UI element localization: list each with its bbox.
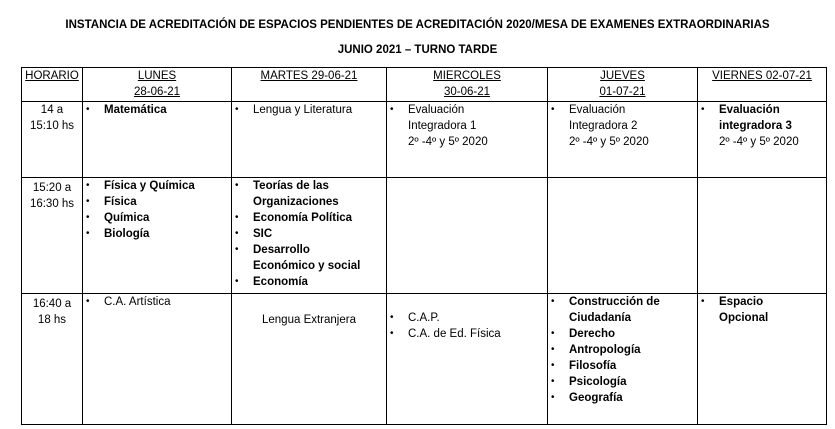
course-note: 2º -4º y 5º 2020 (569, 136, 649, 148)
subject-label: Física y Química (104, 180, 195, 192)
list-item (232, 226, 386, 242)
document-title: INSTANCIA DE ACREDITACIÓN DE ESPACIOS PENDIENTES DE ACREDITACIÓN 2020/MESA DE EXAMENES EXTRAORDINARIAS (65, 19, 770, 31)
header-lunes-date: 28-06-21 (133, 86, 181, 98)
header-lunes-day: LUNES (137, 70, 177, 82)
list-item (83, 294, 231, 310)
list-item (83, 226, 231, 242)
subject-label-cont: integradora 3 (719, 120, 792, 132)
subject-label: Lengua y Literatura (253, 104, 353, 116)
list-item (548, 326, 697, 342)
cell-martes (232, 294, 387, 425)
subject-label: Espacio (719, 296, 764, 308)
bullet-icon: • (235, 180, 239, 191)
list-item (83, 178, 231, 194)
subject-label: Matemática (104, 104, 167, 116)
course-note: 2º -4º y 5º 2020 (719, 136, 799, 148)
cell-miercoles (387, 294, 548, 425)
list-item (698, 294, 826, 326)
subject-label: Filosofía (569, 360, 617, 372)
cell-viernes (698, 102, 827, 178)
cell-miercoles-empty (387, 178, 548, 294)
time-cell (22, 102, 83, 178)
cell-viernes (698, 294, 827, 425)
bullet-icon: • (86, 296, 90, 307)
header-martes (232, 68, 387, 102)
bullet-icon: • (551, 376, 555, 387)
subject-label: Evaluación (408, 104, 465, 116)
list-item (83, 102, 231, 118)
subject-label-cont: Integradora 1 (408, 120, 477, 132)
cell-miercoles (387, 102, 548, 178)
bullet-icon: • (86, 104, 90, 115)
header-jueves-date: 01-07-21 (599, 86, 646, 98)
table-row (22, 102, 827, 178)
cell-lunes (83, 294, 232, 425)
header-viernes (698, 68, 827, 102)
bullet-icon: • (390, 328, 394, 339)
subject-label: Economía (253, 276, 308, 288)
cell-martes (232, 178, 387, 294)
subject-label: Geografía (569, 392, 623, 404)
list-item (698, 102, 826, 150)
list-item (548, 342, 697, 358)
subject-label-cont: Económico y social (253, 260, 361, 272)
document-subtitle: JUNIO 2021 – TURNO TARDE (337, 44, 498, 56)
header-jueves (548, 68, 698, 102)
subject-label: Evaluación (569, 104, 626, 116)
list-item (232, 210, 386, 226)
subject-label: Física (104, 196, 137, 208)
cell-lunes (83, 102, 232, 178)
list-item (548, 390, 697, 406)
list-item (83, 210, 231, 226)
header-miercoles (387, 68, 548, 102)
header-martes-label: MARTES 29-06-21 (260, 70, 358, 82)
bullet-icon: • (235, 104, 239, 115)
bullet-icon: • (86, 212, 90, 223)
cell-martes (232, 102, 387, 178)
bullet-icon: • (86, 228, 90, 239)
time-start: 14 a (40, 104, 64, 116)
subject-label: Teorías de las (253, 180, 329, 192)
cell-jueves-empty (548, 178, 698, 294)
subject-label: C.A. Artística (104, 296, 171, 308)
header-jueves-day: JUEVES (600, 70, 645, 82)
bullet-icon: • (551, 104, 555, 115)
subject-label: Desarrollo (253, 244, 310, 256)
list-item (548, 358, 697, 374)
list-item (387, 102, 547, 150)
time-cell (22, 294, 83, 425)
cell-jueves (548, 294, 698, 425)
list-item (548, 374, 697, 390)
bullet-icon: • (551, 328, 555, 339)
subject-label: C.A. de Ed. Física (408, 328, 501, 340)
time-start: 16:40 a (32, 298, 72, 310)
subject-label: Derecho (569, 328, 616, 340)
bullet-icon: • (390, 104, 394, 115)
time-start: 15:20 a (32, 182, 72, 194)
bullet-icon: • (235, 228, 239, 239)
header-horario (22, 68, 83, 102)
subject-label: Economía Política (253, 212, 353, 224)
bullet-icon: • (235, 244, 239, 255)
header-horario-label: HORARIO (25, 70, 79, 82)
bullet-icon: • (235, 212, 239, 223)
subject-label: Lengua Extranjera (262, 314, 356, 326)
cell-viernes-empty (698, 178, 827, 294)
bullet-icon: • (551, 360, 555, 371)
table-row (22, 294, 827, 425)
time-end: 18 hs (37, 314, 67, 326)
list-item (232, 102, 386, 118)
list-item (548, 294, 697, 326)
list-item (232, 242, 386, 274)
list-item (232, 274, 386, 290)
bullet-icon: • (235, 276, 239, 287)
header-lunes (83, 68, 232, 102)
list-item (387, 310, 547, 326)
time-cell (22, 178, 83, 294)
time-end: 15:10 hs (29, 120, 75, 132)
bullet-icon: • (86, 196, 90, 207)
subject-label: Construcción de (569, 296, 660, 308)
bullet-icon: • (701, 104, 705, 115)
bullet-icon: • (551, 296, 555, 307)
subject-label: Evaluación (719, 104, 780, 116)
list-item (387, 326, 547, 342)
subject-label: C.A.P. (408, 312, 440, 324)
list-item (232, 178, 386, 210)
subject-label: Psicología (569, 376, 627, 388)
subject-label-cont: Opcional (719, 312, 769, 324)
time-end: 16:30 hs (29, 198, 75, 210)
exam-schedule-table (21, 67, 827, 425)
bullet-icon: • (701, 296, 705, 307)
subject-label: Biología (104, 228, 150, 240)
course-note: 2º -4º y 5º 2020 (408, 136, 488, 148)
subject-label: SIC (253, 228, 273, 240)
subject-label: Química (104, 212, 150, 224)
bullet-icon: • (551, 392, 555, 403)
list-item (83, 194, 231, 210)
table-header-row (22, 68, 827, 102)
subject-label-cont: Ciudadanía (569, 312, 631, 324)
cell-jueves (548, 102, 698, 178)
table-row (22, 178, 827, 294)
cell-lunes (83, 178, 232, 294)
header-viernes-label: VIERNES 02-07-21 (712, 70, 812, 82)
bullet-icon: • (86, 180, 90, 191)
bullet-icon: • (390, 312, 394, 323)
header-miercoles-date: 30-06-21 (443, 86, 491, 98)
header-miercoles-day: MIERCOLES (433, 70, 501, 82)
subject-label: Antropología (569, 344, 641, 356)
subject-label-cont: Organizaciones (253, 196, 339, 208)
bullet-icon: • (551, 344, 555, 355)
list-item (548, 102, 697, 150)
subject-label-cont: Integradora 2 (569, 120, 638, 132)
